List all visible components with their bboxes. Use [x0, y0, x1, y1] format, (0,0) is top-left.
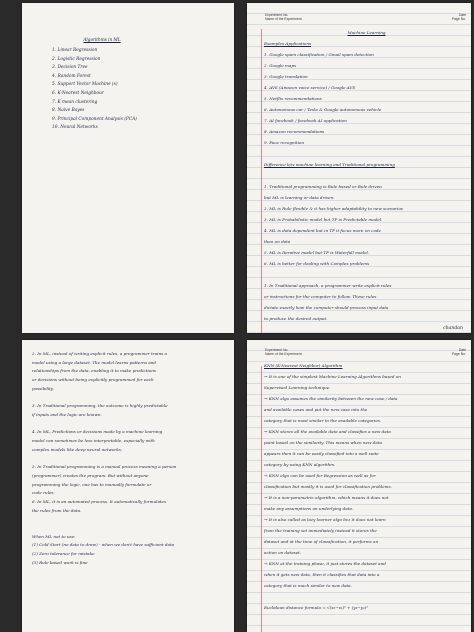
note-line: the rules from the data. [32, 507, 82, 513]
note-line [32, 420, 230, 429]
list-item: than on data [264, 239, 291, 244]
note-line: relationships from the data, enabling it to make predictions [32, 368, 156, 374]
note-line: → KNN stores all the available data and classifies a new data [264, 429, 391, 434]
comparison-notes [32, 350, 230, 568]
page-header [263, 13, 468, 21]
page-body [264, 360, 469, 613]
differences-list [264, 181, 469, 269]
note-line: category by using KNN algorithm. [264, 462, 336, 467]
algorithm-list [52, 47, 227, 133]
note-line: 5. In Traditional programming is a manual process meaning a person [32, 464, 177, 470]
note-line: → KNN at the training phase, it just stores the dataset and [264, 561, 386, 566]
note-line: action on dataset. [264, 550, 302, 555]
note-line: (2) Zero tolerance for mistake [32, 551, 95, 557]
note-line: or decisions without being explicitly programmed for each [32, 377, 154, 383]
formula-line [264, 602, 469, 613]
list-item: 10. Neural Networks [52, 125, 98, 131]
page-no-label: Page No. [451, 17, 466, 21]
note-line: when it gets new data, then it classifies that data into a [264, 572, 380, 577]
list-item: 2. Google maps [264, 63, 297, 68]
note-line: or instructions for the computer to follow. These rules [264, 294, 377, 299]
list-item: 6. Autonomous car / Tesla & Google autonomous vehicle [264, 107, 382, 112]
note-line: (programmer) creates the program. But without anyone [32, 472, 149, 478]
list-item: 4. AVS (Amazon voice service) / Google AVS [264, 85, 356, 90]
list-item: 6. K-Nearest Neighbour [52, 90, 104, 96]
list-item: 7. K mean clustering [52, 99, 98, 105]
note-line: if inputs and the logic are known. [32, 411, 102, 417]
list-item: 6. ML is better for dealing with Complex problems [264, 261, 370, 266]
note-line: code rules. [32, 490, 55, 496]
list-item: 5. Netflix recommendations [264, 96, 322, 101]
note-line [32, 515, 230, 524]
note-line: to produce the desired output. [264, 316, 328, 321]
list-item: 8. Amazon recommendations [264, 129, 325, 134]
list-item: 1. Traditional programming is Rule based or Rule driven [264, 184, 382, 189]
note-line: 2. In ML, instead of writing explicit rules, a programmer trains a [32, 351, 167, 356]
note-line: dictate exactly how the computer should process input data [264, 305, 389, 310]
note-line: model can sometimes be less interpretable, especially with [32, 438, 155, 444]
list-item: 3. Decision Tree [52, 65, 88, 71]
experiment-name-label: Name of the Experiment [265, 17, 302, 21]
note-line [32, 524, 230, 533]
note-line: (1) Cold Start (no data to draw) - when we don't have sufficient data [32, 542, 175, 548]
page-title: Algorithms in ML [83, 37, 121, 42]
notebook-page-algorithms [22, 3, 234, 333]
note-line: dataset and at the time of classification, it performs an [264, 539, 379, 544]
list-item: 7. AI facebook / facebook AI application [264, 118, 347, 123]
note-line: make any assumptions on underlying data. [264, 506, 354, 511]
difference-heading: Difference b/w machine learning and Traditional programming [264, 162, 395, 167]
list-item: 2. Logistic Regression [52, 56, 101, 62]
experiment-name-label: Name of the Experiment [265, 352, 302, 356]
note-line: complex models like deep neural networks. [32, 446, 123, 452]
list-item: 3. Google translation [264, 74, 308, 79]
note-line: (3) Rule based work is fine [32, 559, 88, 565]
note-line: and available cases and put the new case into the [264, 407, 368, 412]
date-label: Date [458, 348, 466, 352]
note-line: 6. In ML, it is an automated process. It automatically formulates [32, 498, 167, 504]
list-item: 4. Random Forest [52, 73, 91, 79]
note-line: When ML not to use: [32, 533, 76, 539]
note-line: model using a large dataset. The model learns patterns and [32, 359, 157, 365]
examples-heading: Examples Applications [264, 41, 312, 46]
note-line: → It is also called as lazy learner algo bcz it does not learn [264, 517, 386, 522]
list-item: 4. ML is data dependent but in TP it focus more on code [264, 228, 381, 233]
experiment-no-label: Experiment No. [265, 13, 289, 17]
list-item: 5. ML is Iterative model but TP is Waterfall model. [264, 250, 370, 255]
list-item: 5. Support Vector Machine (s) [52, 82, 118, 88]
page-title: Machine Learning [347, 30, 386, 35]
note-line: → It is one of the simplest Machine Learning Algorithms based on [264, 374, 401, 379]
euclidean-formula: √(x₂−x₁)² + (y₂−y₁)² [326, 605, 368, 610]
experiment-no-label: Experiment No. [265, 348, 289, 352]
note-line: → It is a non-parametric algorithm, which means it does not [264, 495, 389, 500]
notebook-page-ml-vs-tp [22, 340, 234, 632]
list-item: 9. Face recognition [264, 140, 304, 145]
note-line: category that is most similar to the available categories. [264, 418, 382, 423]
note-line: 1. In Traditional approach, a programmer write explicit rules [264, 283, 392, 288]
knn-notes [264, 371, 469, 591]
margin-rule [261, 366, 262, 632]
page-title: KNN (K-Nearest Neighbor) Algorithm [264, 363, 343, 368]
note-line: 4. In ML, Predictions or decisions made by a machine learning [32, 429, 163, 435]
signature: chandan [443, 326, 463, 331]
note-line: → KNN algo can be used for Regression as well as for [264, 473, 376, 478]
note-line [32, 394, 230, 403]
note-line: 3. In Traditional programming, the outcome is highly predictable [32, 403, 168, 409]
notebook-page-knn [247, 340, 471, 632]
note-line: appears then it can be easily classified into a well suite [264, 451, 379, 456]
page-no-label: Page No. [451, 352, 466, 356]
list-item: 3. ML is Probabilistic model but TP is Predictable model. [264, 217, 383, 222]
note-line: Supervised Learning technique. [264, 385, 331, 390]
list-item: but ML is learning or data driven. [264, 195, 335, 200]
list-item: 1. Linear Regression [52, 48, 98, 53]
note-line [32, 454, 230, 463]
notebook-page-machine-learning [247, 3, 471, 333]
page-header [263, 348, 468, 356]
date-label: Date [458, 13, 466, 17]
list-item: 8. Naive Bayes [52, 108, 85, 114]
page-body [264, 27, 469, 324]
note-line: → KNN algo assumes the similarity between the new case / data [264, 396, 398, 401]
list-item: 2. ML is Rule flexible & it has higher adaptability to new scenarios [264, 206, 403, 211]
margin-rule [261, 29, 262, 333]
note-line: possibility. [32, 385, 54, 391]
note-line: classification but mostly it is used for classification problems. [264, 484, 392, 489]
list-item: 9. Principal Component Analysis (PCA) [52, 116, 137, 122]
formula-label: Euclidean distance formula = [264, 605, 326, 610]
traditional-note [264, 280, 469, 324]
note-line: from the training set immediately instead it stores the [264, 528, 377, 533]
note-line: point based on the similarity. This means when new data [264, 440, 382, 445]
list-item: 1. Google spam classification / Gmail spam detection [264, 52, 374, 57]
examples-list [264, 49, 469, 148]
note-line: programming the logic, one has to manually formulate or [32, 481, 152, 487]
note-line: category that is much similar to new data. [264, 583, 352, 588]
